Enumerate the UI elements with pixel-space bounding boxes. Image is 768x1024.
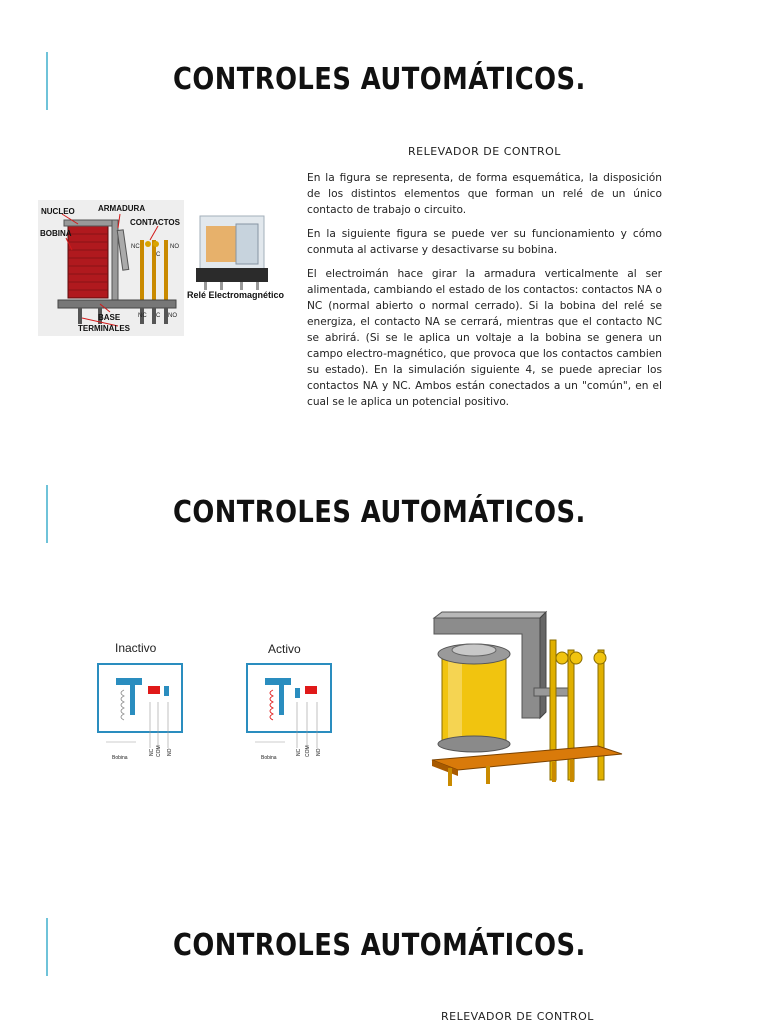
label-no-top: NO	[170, 244, 179, 250]
slide2-accent-bar	[46, 485, 48, 543]
label-c-bottom: C	[156, 313, 161, 319]
relay-active-diagram	[245, 662, 335, 766]
slide1-subtitle: RELEVADOR DE CONTROL	[408, 145, 561, 158]
active-nc-label: NC	[296, 748, 302, 756]
relay-3d-illustration	[428, 610, 628, 786]
inactive-no-label: NO	[167, 748, 173, 756]
active-no-label: NO	[316, 748, 322, 756]
coil	[68, 226, 108, 298]
paragraph-2: En la siguiente figura se puede ver su funcionamiento y cómo conmuta al activarse y desactivarse su bobina.	[307, 228, 662, 256]
active-com-label: COM	[305, 745, 311, 757]
inactive-bobina-label: Bobina	[112, 755, 128, 761]
active-label: Activo	[268, 642, 301, 656]
label-nc-top: NC	[131, 244, 140, 250]
relay-photo-caption: Relé Electromagnético	[187, 290, 285, 300]
label-nc-bottom: NC	[138, 313, 147, 319]
relay-diagram	[38, 200, 184, 336]
label-nucleo: NUCLEO	[41, 207, 75, 216]
slide3-title: CONTROLES AUTOMÁTICOS.	[173, 928, 586, 963]
slide1-accent-bar	[46, 52, 48, 110]
inactive-com-label: COM	[156, 745, 162, 757]
label-terminales: TERMINALES	[78, 324, 130, 333]
slide3-accent-bar	[46, 918, 48, 976]
active-bobina-label: Bobina	[261, 755, 277, 761]
label-base: BASE	[98, 313, 121, 322]
label-contactos: CONTACTOS	[130, 218, 180, 227]
relay-inactive-diagram	[96, 662, 186, 766]
label-armadura: ARMADURA	[98, 204, 146, 213]
label-bobina: BOBINA	[40, 229, 72, 238]
paragraph-3: El electroimán hace girar la armadura verticalmente al ser alimentada, cambiando el estado de los contactos: contactos NA o NC (normal abierto o normal cerrado). Si la bobina del relé se energiza, el contacto NA se cerrará, mientras que el contacto NC se abrirá. (Si se le aplica un voltaje a la bobina se genera un campo electro-magnético, que provoca que los contactos cambien su estado). En la simulación siguiente 4, se puede apreciar los contactos NA y NC. Ambos están conectados a un "común", en el cual se le aplica un potencial positivo.	[307, 268, 662, 408]
label-no-bottom: NO	[168, 313, 177, 319]
slide3-subtitle: RELEVADOR DE CONTROL	[441, 1010, 594, 1023]
paragraph-1: En la figura se representa, de forma esquemática, la disposición de los distintos elementos que forman un relé de un único contacto de trabajo o circuito.	[307, 172, 662, 216]
inactive-label: Inactivo	[115, 641, 157, 655]
slide2-title: CONTROLES AUTOMÁTICOS.	[173, 495, 586, 530]
inactive-nc-label: NC	[149, 748, 155, 756]
slide1-body-text	[307, 170, 662, 418]
slide1-title: CONTROLES AUTOMÁTICOS.	[173, 62, 586, 97]
label-c-top: C	[156, 252, 161, 258]
